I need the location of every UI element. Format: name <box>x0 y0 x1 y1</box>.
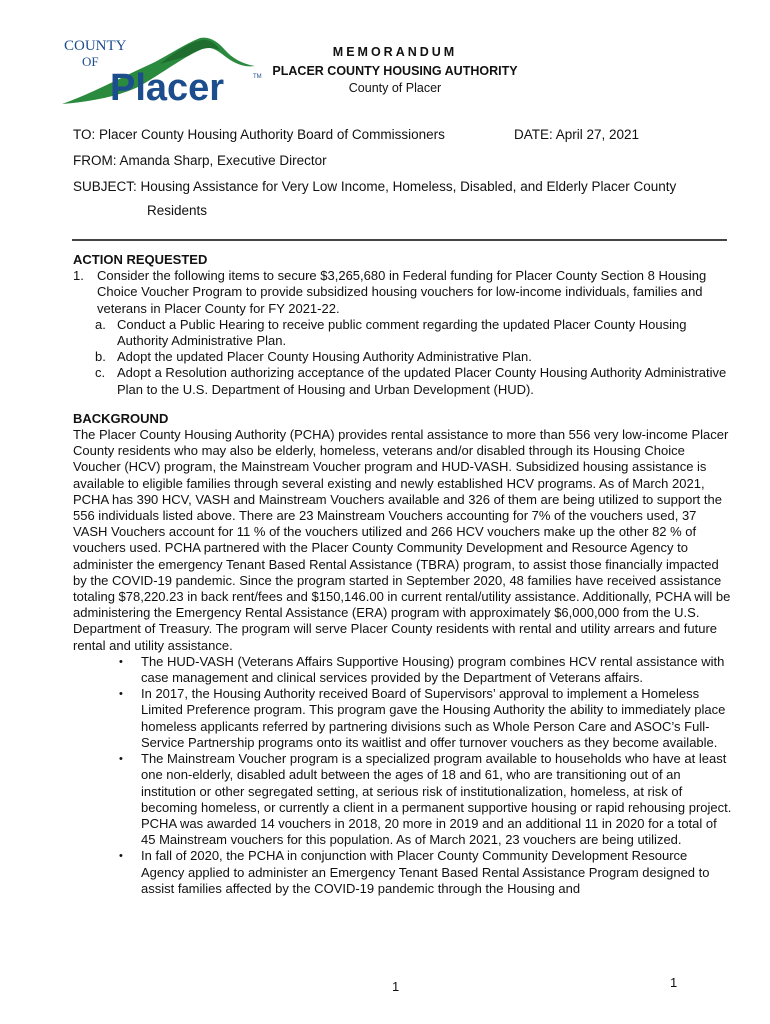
memo-to: TO: Placer County Housing Authority Board of Commissioners <box>73 127 445 142</box>
logo-tm-text: TM <box>253 74 262 80</box>
bullet-marker: • <box>119 688 123 701</box>
action-requested-heading: ACTION REQUESTED <box>73 252 208 267</box>
action-subitem-b <box>95 349 733 365</box>
subitem-c-marker: c. <box>95 365 106 381</box>
memo-date: DATE: April 27, 2021 <box>514 127 640 142</box>
bullet-text: In 2017, the Housing Authority received Board of Supervisors’ approval to implement a Homeless Limited Preference program. This program gave the Housing Authority the ability to immediately place homeless applicants referred by partnering divisions such as Whole Person Care and ASOC’s Full-Service Partnership programs onto its waitlist and offer turnover vouchers as they become available. <box>141 686 726 750</box>
memo-subject: SUBJECT: Housing Assistance for Very Low Income, Homeless, Disabled, and Elderly Placer County <box>73 179 677 194</box>
bullet-text: The HUD-VASH (Veterans Affairs Supportive Housing) program combines HCV rental assistance with case management and clinical services provided by the Department of Veterans affairs. <box>141 653 725 686</box>
subitem-b-marker: b. <box>95 349 106 365</box>
bullet-text: In fall of 2020, the PCHA in conjunction with Placer County Community Development Resource Agency applied to administer an Emergency Tenant Based Rental Assistance Program designed to assist families affected by the COVID-19 pandemic through the Housing and <box>141 848 710 896</box>
action-item-1-marker: 1. <box>73 268 84 284</box>
background-heading: BACKGROUND <box>73 410 169 426</box>
page-number-center: 1 <box>392 979 400 994</box>
logo-placer-text: Placer <box>110 67 225 109</box>
memo-subject-continued: Residents <box>147 203 208 218</box>
action-subitem-c <box>95 365 733 397</box>
bullet-marker: • <box>119 850 123 863</box>
agency-heading: PLACER COUNTY HOUSING AUTHORITY <box>272 64 518 78</box>
bullet-mainstream-voucher <box>119 751 733 848</box>
action-item-1-text: Consider the following items to secure $3,265,680 in Federal funding for Placer County Section 8 Housing Choice Voucher Program to provide subsidized housing vouchers for low-income individuals, families and veterans in Placer County for FY 2021-22. <box>97 268 707 316</box>
subitem-a-text: Conduct a Public Hearing to receive public comment regarding the updated Placer County Housing Authority Administrative Plan. <box>117 316 687 349</box>
county-subheading: County of Placer <box>348 81 442 95</box>
bullet-text: The Mainstream Voucher program is a specialized program available to households who have at least one non-elderly, disabled adult between the ages of 18 and 61, who are transitioning out of an institution or other segregated setting, at serious risk of institutionalization, homeless, at risk of becoming homeless, or currently a client in a permanent supportive housing or rapid rehousing project. PCHA was awarded 14 vouchers in 2018, 20 more in 2019 and an additional 11 in 2020 for a total of 45 Mainstream vouchers for this population. As of March 2021, 23 vouchers are being utilized. <box>141 751 732 848</box>
logo-graphic <box>60 34 265 112</box>
background-paragraph: The Placer County Housing Authority (PCHA) provides rental assistance to more than 556 very low-income Placer County residents who may also be elderly, homeless, veterans and/or disabled through its Housing Choice Voucher (HCV) program, the Mainstream Voucher program and HUD-VASH. Subsidized housing assistance is available to eligible families through several existing and newly established HCV programs. As of March 2021, PCHA has 390 HCV, VASH and Mainstream Vouchers available and 326 of them are being utilized to support the 556 individuals listed above. There are 23 Mainstream Vouchers accounting for 7% of the vouchers used, 37 VASH Vouchers account for 11 % of the vouchers utilized and 266 HCV vouchers make up the other 82 % of vouchers used. PCHA partnered with the Placer County Community Development and Resource Agency to administer the emergency Tenant Based Rental Assistance (TBRA) program, to assist those financially impacted by the COVID-19 pandemic. Since the program started in September 2020, 48 families have received assistance totaling $78,220.23 in back rent/fees and $150,146.00 in current rental/utility assistance. Additionally, PCHA will be administering the Emergency Rental Assistance (ERA) program with approximately $6,000,000 from the U.S. Department of Treasury. The program will serve Placer County residents with rental and utility arrears and future rental and utility assistance. <box>73 427 731 653</box>
action-item-1 <box>73 268 733 317</box>
bullet-homeless-preference <box>119 686 733 751</box>
page-number-right: 1 <box>670 975 678 990</box>
subitem-b-text: Adopt the updated Placer County Housing Authority Administrative Plan. <box>117 349 532 365</box>
subitem-c-text: Adopt a Resolution authorizing acceptance of the updated Placer County Housing Authority Administrative Plan to the U.S. Department of Housing and Urban Development (HUD). <box>117 365 727 397</box>
memo-from: FROM: Amanda Sharp, Executive Director <box>73 153 327 168</box>
bullet-tbra <box>119 848 733 897</box>
bullet-marker: • <box>119 655 123 668</box>
logo-county-text: COUNTY <box>64 38 127 54</box>
bullet-marker: • <box>119 753 123 766</box>
county-of-placer-logo <box>60 34 265 112</box>
memo-heading: MEMORANDUM <box>332 45 458 59</box>
header-divider <box>72 239 727 241</box>
bullet-hud-vash <box>119 654 733 686</box>
subitem-a-marker: a. <box>95 316 106 332</box>
action-subitem-a <box>95 317 733 349</box>
logo-of-text: OF <box>82 54 99 69</box>
memo-body <box>73 252 733 897</box>
